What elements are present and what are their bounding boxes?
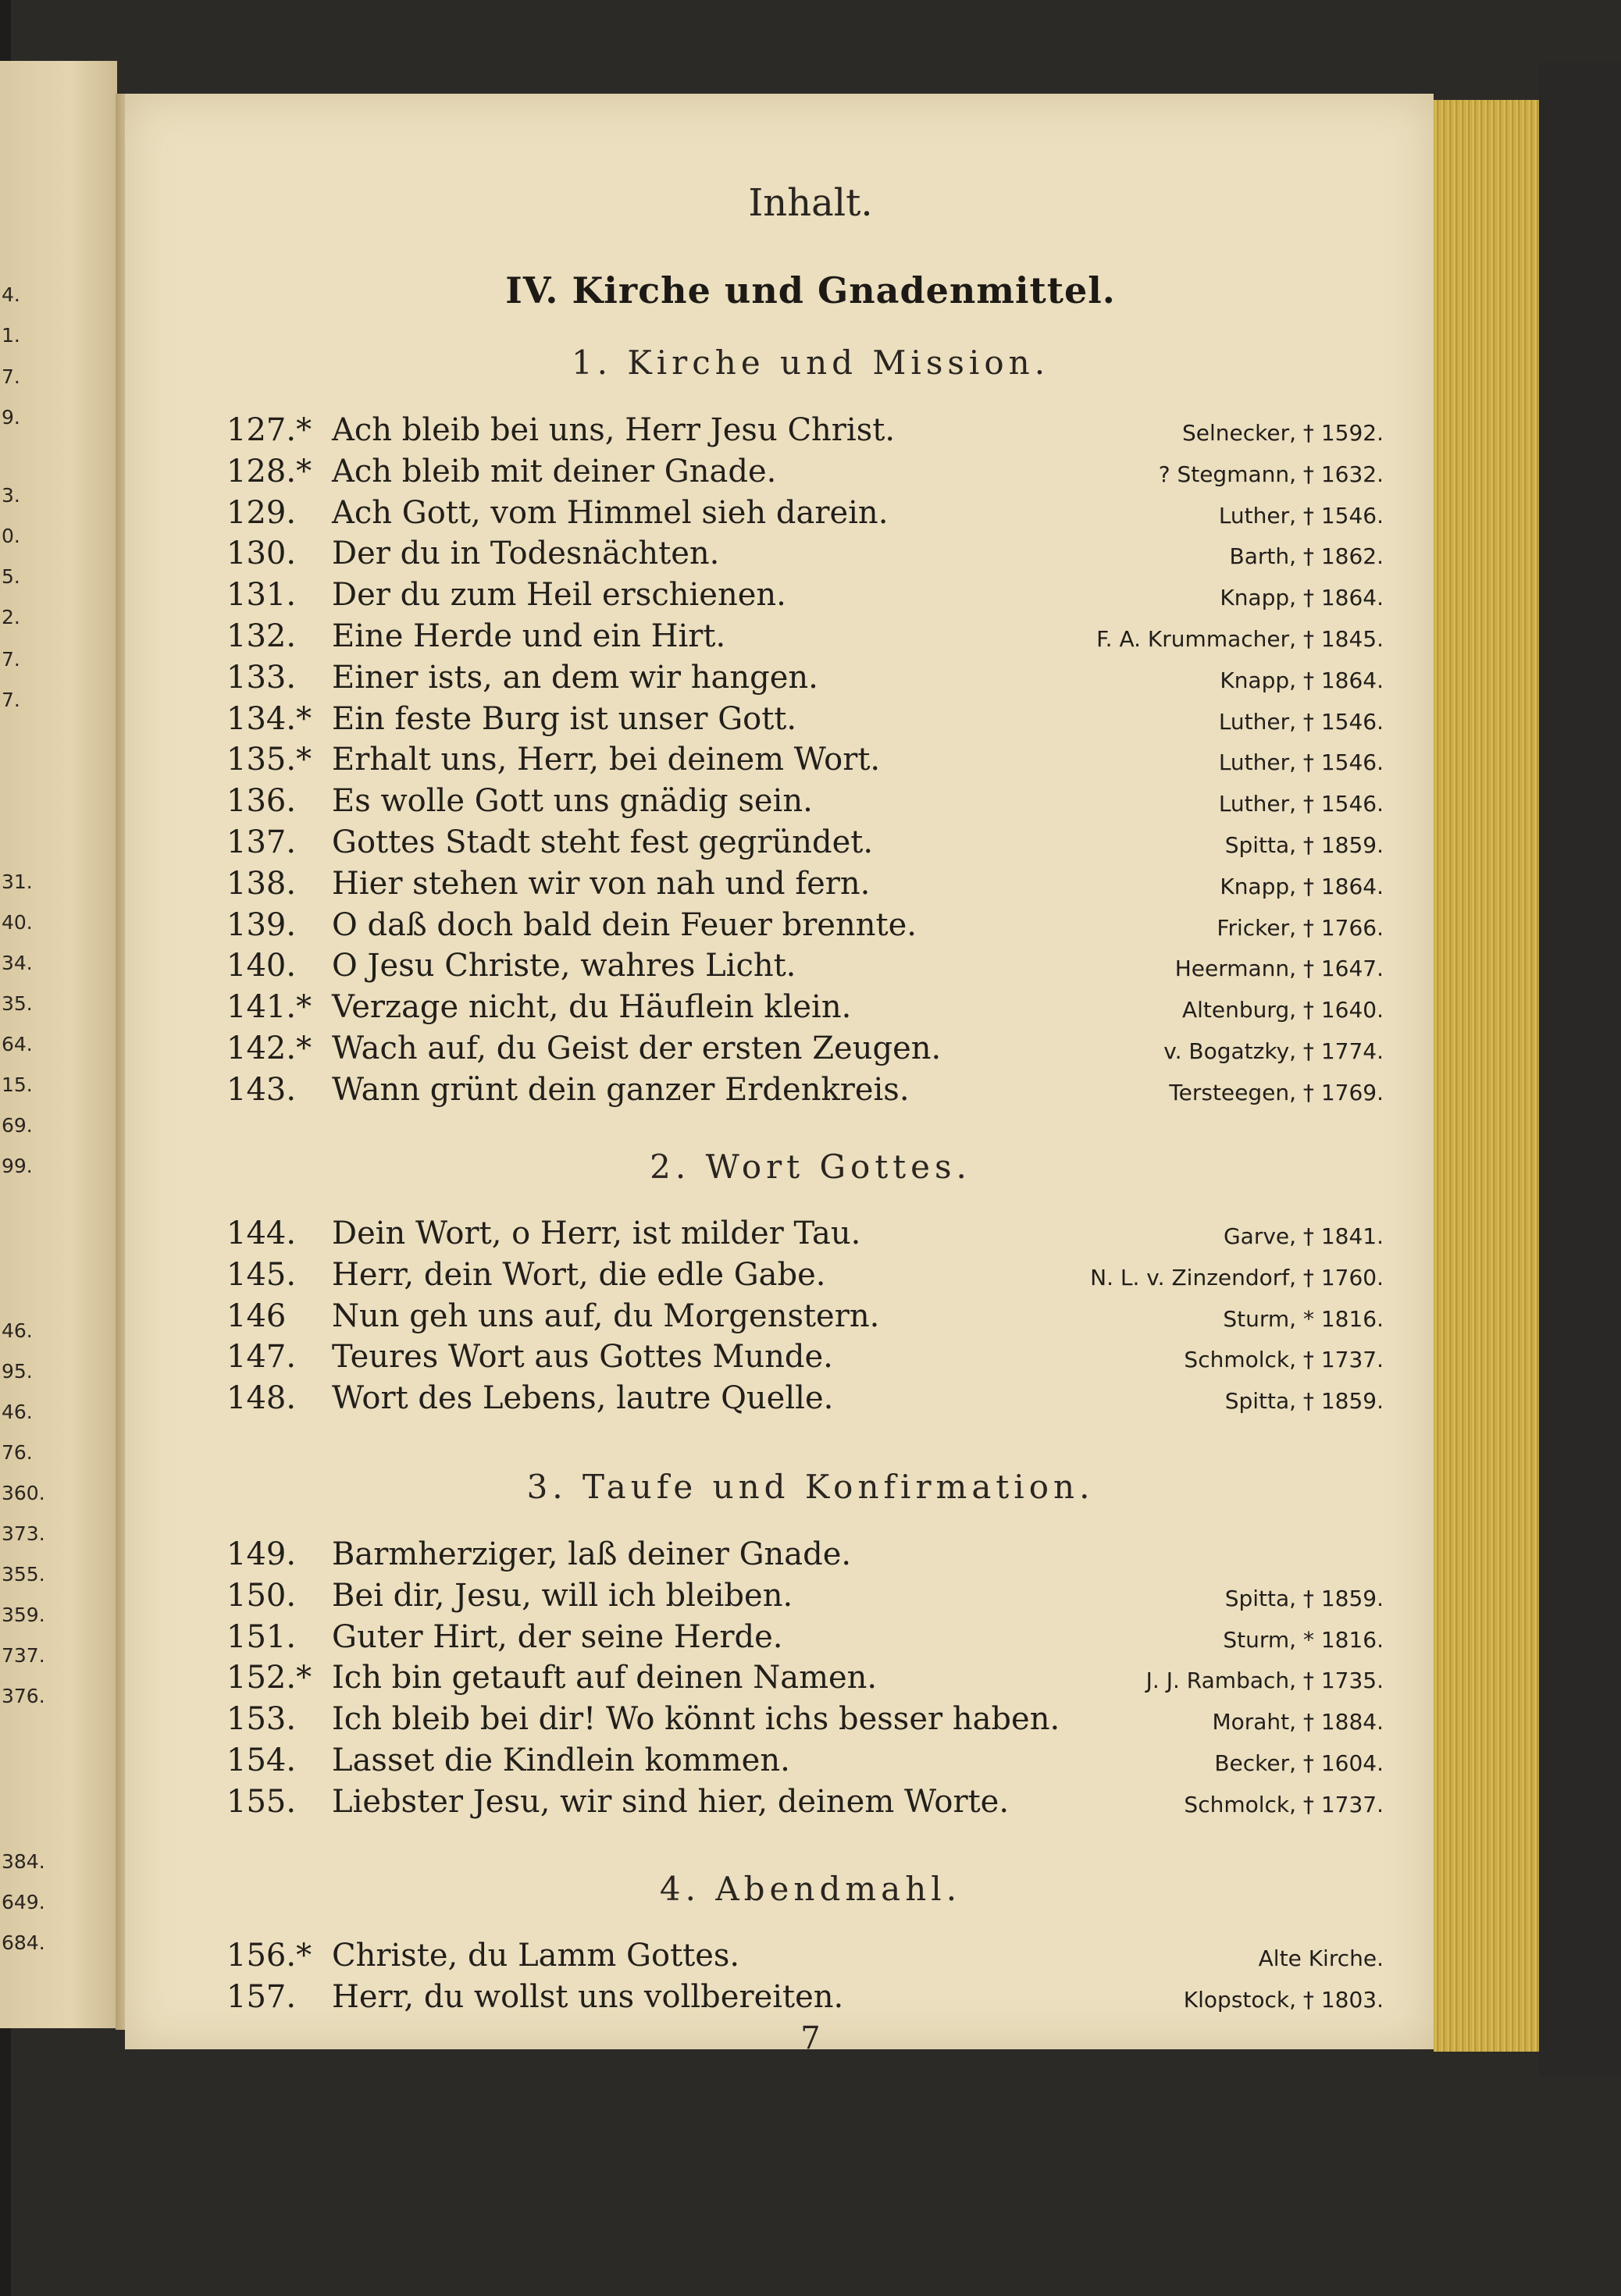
hymn-title: Herr, du wollst uns vollbereiten. (332, 1978, 844, 2015)
hymn-title: Ein feste Burg ist unser Gott. (332, 700, 797, 737)
hymn-title: Lasset die Kindlein kommen. (332, 1742, 790, 1778)
hymn-title: Barmherziger, laß deiner Gnade. (332, 1536, 852, 1572)
margin-number: 40. (2, 911, 33, 934)
hymn-title: Dein Wort, o Herr, ist milder Tau. (332, 1216, 861, 1251)
hymn-entry (0, 618, 1621, 659)
hymn-entry (0, 1257, 1621, 1298)
margin-number: 15. (2, 1073, 33, 1096)
margin-number: 376. (2, 1685, 45, 1707)
hymn-number: 128.* (226, 453, 312, 489)
hymn-title: Gottes Stadt steht fest gegründet. (332, 824, 874, 860)
subsection-heading: 3. Taufe und Konfirmation. (526, 1468, 1095, 1506)
hymn-author: F. A. Krummacher, † 1845. (1096, 626, 1384, 652)
hymn-title: Der du in Todesnächten. (332, 536, 720, 572)
hymn-author: Klopstock, † 1803. (1183, 1986, 1384, 2013)
hymn-author: N. L. v. Zinzendorf, † 1760. (1090, 1264, 1384, 1290)
hymn-author: Spitta, † 1859. (1224, 1388, 1384, 1415)
hymn-title: Christe, du Lamm Gottes. (332, 1938, 740, 1974)
hymn-title: Herr, dein Wort, die edle Gabe. (332, 1256, 826, 1293)
hymn-entry (0, 1660, 1621, 1700)
section-title: IV. Kirche und Gnadenmittel. (505, 269, 1116, 311)
hymn-title: Es wolle Gott uns gnädig sein. (332, 783, 813, 820)
hymn-entry (0, 1578, 1621, 1618)
margin-number: 649. (2, 1891, 45, 1913)
margin-number: 69. (2, 1114, 33, 1137)
hymn-entry (0, 701, 1621, 742)
hymn-title: Eine Herde und ein Hirt. (332, 618, 726, 654)
hymn-number: 135.* (226, 742, 312, 778)
hymn-number: 154. (226, 1742, 297, 1778)
margin-number: 35. (2, 992, 33, 1015)
margin-number: 46. (2, 1401, 33, 1423)
hymn-number: 127.* (226, 412, 312, 448)
margin-number: 5. (2, 565, 20, 588)
margin-number: 4. (2, 283, 20, 306)
subsection-heading: 1. Kirche und Mission. (571, 344, 1050, 382)
hymn-entry (0, 412, 1621, 453)
hymn-author: Luther, † 1546. (1218, 502, 1384, 529)
hymn-title: Nun geh uns auf, du Morgenstern. (332, 1298, 880, 1334)
hymn-title: Ich bleib bei dir! Wo könnt ichs besser haben. (332, 1701, 1060, 1738)
hymn-entry (0, 1979, 1621, 2020)
hymn-entry (0, 1380, 1621, 1421)
margin-number: 34. (2, 952, 33, 974)
hymn-number: 137. (226, 824, 297, 860)
hymn-author: Moraht, † 1884. (1212, 1709, 1384, 1735)
hymn-number: 146 (226, 1298, 287, 1334)
hymn-author: Becker, † 1604. (1214, 1750, 1384, 1776)
hymn-title: Der du zum Heil erschienen. (332, 577, 786, 614)
hymn-number: 156.* (226, 1938, 312, 1974)
subsection-heading: 4. Abendmahl. (659, 1870, 962, 1908)
margin-number: 355. (2, 1563, 45, 1586)
margin-number: 737. (2, 1644, 45, 1667)
hymn-number: 130. (226, 536, 297, 572)
hymn-entry (0, 1031, 1621, 1071)
hymn-title: Hier stehen wir von nah und fern. (332, 865, 871, 902)
hymn-entry (0, 1072, 1621, 1112)
hymn-number: 147. (226, 1339, 297, 1376)
hymn-number: 142.* (226, 1031, 312, 1066)
margin-number: 31. (2, 870, 33, 893)
hymn-title: Ach bleib mit deiner Gnade. (332, 453, 777, 489)
hymn-author: Knapp, † 1864. (1220, 667, 1384, 693)
margin-number: 1. (2, 324, 20, 347)
hymn-number: 144. (226, 1216, 297, 1251)
hymn-author: Knapp, † 1864. (1220, 585, 1384, 611)
margin-number: 64. (2, 1033, 33, 1055)
hymn-number: 152.* (226, 1660, 312, 1696)
hymn-author: Knapp, † 1864. (1220, 873, 1384, 899)
hymn-entry (0, 1298, 1621, 1339)
hymn-author: Garve, † 1841. (1223, 1223, 1384, 1249)
hymn-entry (0, 1619, 1621, 1660)
hymn-title: Verzage nicht, du Häuflein klein. (332, 989, 852, 1026)
hymn-entry (0, 1701, 1621, 1742)
margin-number: 360. (2, 1482, 45, 1504)
hymn-number: 149. (226, 1536, 297, 1572)
margin-number: 9. (2, 406, 20, 429)
hymn-author: Luther, † 1546. (1218, 791, 1384, 817)
hymn-title: O Jesu Christe, wahres Licht. (332, 948, 796, 984)
hymn-author: Fricker, † 1766. (1217, 914, 1384, 941)
hymn-number: 134.* (226, 700, 312, 737)
hymn-entry (0, 536, 1621, 576)
hymn-title: Teures Wort aus Gottes Munde. (332, 1339, 833, 1376)
margin-number: 7. (2, 648, 20, 671)
hymn-entry (0, 1938, 1621, 1978)
margin-number: 95. (2, 1360, 33, 1383)
hymn-number: 138. (226, 865, 297, 902)
hymn-number: 151. (226, 1618, 297, 1655)
hymn-author: Tersteegen, † 1769. (1169, 1079, 1384, 1105)
subsection-heading: 2. Wort Gottes. (650, 1148, 971, 1186)
hymn-title: Bei dir, Jesu, will ich bleiben. (332, 1577, 793, 1614)
hymn-author: Spitta, † 1859. (1224, 832, 1384, 858)
hymn-entry (0, 1339, 1621, 1379)
hymn-author: Schmolck, † 1737. (1184, 1791, 1384, 1817)
hymn-title: Wach auf, du Geist der ersten Zeugen. (332, 1031, 942, 1066)
hymn-author: Heermann, † 1647. (1174, 956, 1384, 982)
hymn-entry (0, 577, 1621, 618)
hymn-entry (0, 907, 1621, 948)
hymn-number: 155. (226, 1783, 297, 1820)
hymn-title: Einer ists, an dem wir hangen. (332, 659, 818, 696)
hymn-title: Ach bleib bei uns, Herr Jesu Christ. (332, 412, 896, 448)
hymn-number: 153. (226, 1701, 297, 1738)
hymn-number: 139. (226, 906, 297, 943)
margin-number: 0. (2, 525, 20, 547)
margin-number: 684. (2, 1931, 45, 1954)
margin-number: 359. (2, 1604, 45, 1626)
hymn-title: Ich bin getauft auf deinen Namen. (332, 1660, 878, 1696)
hymn-author: J. J. Rambach, † 1735. (1145, 1668, 1384, 1694)
margin-number: 373. (2, 1522, 45, 1545)
margin-number: 7. (2, 365, 20, 388)
margin-number: 3. (2, 484, 20, 507)
hymn-entry (0, 454, 1621, 494)
hymn-entry (0, 495, 1621, 536)
hymn-author: Alte Kirche. (1258, 1945, 1384, 1971)
hymn-author: Luther, † 1546. (1218, 749, 1384, 776)
hymn-entry (0, 824, 1621, 865)
hymn-title: O daß doch bald dein Feuer brennte. (332, 906, 917, 943)
hymn-entry (0, 742, 1621, 782)
hymn-number: 143. (226, 1071, 297, 1108)
hymn-entry (0, 660, 1621, 700)
hymn-entry (0, 866, 1621, 906)
hymn-number: 129. (226, 494, 297, 531)
hymn-title: Erhalt uns, Herr, bei deinem Wort. (332, 742, 881, 778)
hymn-author: Barth, † 1862. (1229, 543, 1384, 570)
page-header-title: Inhalt. (748, 181, 873, 225)
margin-number: 99. (2, 1155, 33, 1177)
hymn-author: Altenburg, † 1640. (1181, 997, 1384, 1023)
hymn-author: Schmolck, † 1737. (1184, 1347, 1384, 1373)
hymn-title: Wort des Lebens, lautre Quelle. (332, 1380, 834, 1417)
hymn-number: 131. (226, 577, 297, 614)
margin-number: 7. (2, 689, 20, 711)
margin-number: 384. (2, 1850, 45, 1873)
hymn-number: 150. (226, 1577, 297, 1614)
hymn-author: Spitta, † 1859. (1224, 1585, 1384, 1611)
hymn-author: Sturm, * 1816. (1223, 1626, 1384, 1653)
margin-number: 2. (2, 606, 20, 628)
margin-number: 46. (2, 1319, 33, 1342)
hymn-author: ? Stegmann, † 1632. (1158, 461, 1384, 487)
hymn-entry (0, 1216, 1621, 1256)
hymn-title: Guter Hirt, der seine Herde. (332, 1618, 783, 1655)
hymn-entry (0, 1784, 1621, 1824)
hymn-title: Ach Gott, vom Himmel sieh darein. (332, 494, 889, 531)
hymn-entry (0, 1536, 1621, 1577)
hymn-number: 140. (226, 948, 297, 984)
hymn-entry (0, 948, 1621, 988)
hymn-author: v. Bogatzky, † 1774. (1163, 1038, 1384, 1064)
hymn-entry (0, 989, 1621, 1030)
hymn-number: 133. (226, 659, 297, 696)
margin-number: 76. (2, 1441, 33, 1464)
hymn-number: 145. (226, 1256, 297, 1293)
hymn-number: 136. (226, 783, 297, 820)
hymn-number: 132. (226, 618, 297, 654)
hymn-number: 148. (226, 1380, 297, 1417)
hymn-number: 141.* (226, 989, 312, 1026)
hymn-entry (0, 1742, 1621, 1783)
hymn-title: Wann grünt dein ganzer Erdenkreis. (332, 1071, 910, 1108)
hymn-number: 157. (226, 1978, 297, 2015)
hymn-entry (0, 783, 1621, 824)
hymn-author: Luther, † 1546. (1218, 708, 1384, 735)
hymn-title: Liebster Jesu, wir sind hier, deinem Worte. (332, 1783, 1010, 1820)
page-number: 7 (800, 2020, 821, 2056)
hymn-author: Selnecker, † 1592. (1182, 420, 1384, 446)
hymn-author: Sturm, * 1816. (1223, 1305, 1384, 1332)
